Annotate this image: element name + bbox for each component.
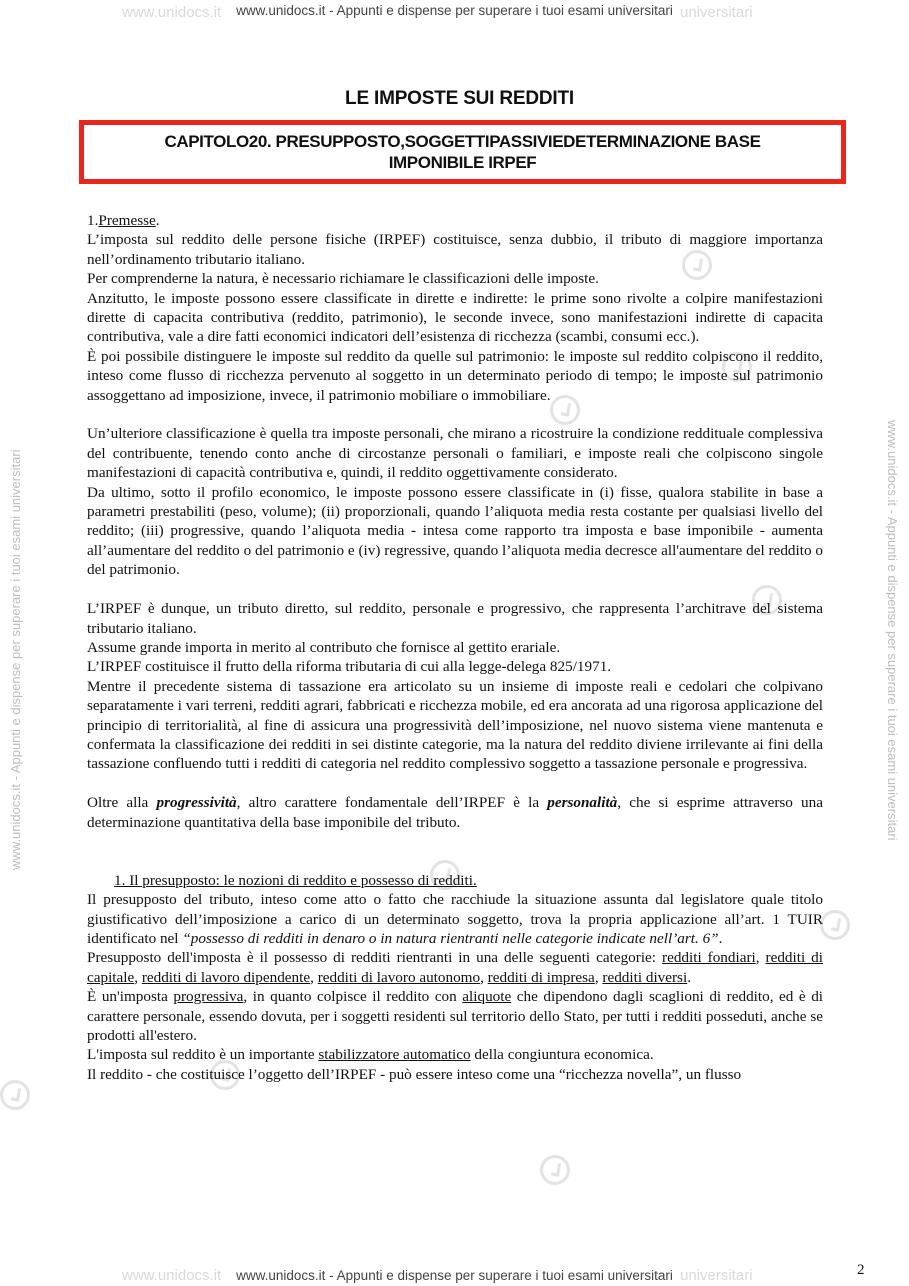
section-heading-text: 1. Il presupposto: le nozioni di reddito e possesso di redditi. [114, 871, 477, 889]
paragraph: Assume grande importa in merito al contributo che fornisce al gettito erariale. [87, 638, 561, 656]
paragraph: Da ultimo, sotto il profilo economico, le imposte possono essere classificate in (i) fisse, qualora stabilite in base a parametri prestabiliti (peso, volume); (ii) proporzionali, quando l’aliquota media resta costante per qualsiasi livello del reddito; (iii) progressive, quando l’aliquota media - intesa come rapporto tra imposta e base imponibile - aumenta all’aumentare del reddito o del patrimonio e (iv) regressive, quando l’aliquota media decresce all'aumentare del reddito o del patrimonio. [87, 483, 823, 579]
watermark-logo-icon [0, 1080, 30, 1110]
watermark-top: www.unidocs.it - Appunti e dispense per superare i tuoi esami universitari [236, 3, 673, 18]
text-run: della congiuntura economica. [470, 1046, 654, 1064]
chapter-title [164, 131, 760, 173]
emphasis-progressivita: progressività [156, 794, 237, 812]
chapter-title-line-1: CAPITOLO20. PRESUPPOSTO,SOGGETTIPASSIVIEDETERMINAZIONE BASE [164, 132, 761, 151]
paragraph: È poi possibile distinguere le imposte sul reddito da quelle sul patrimonio: le imposte sul reddito colpiscono il reddito, inteso come flusso di ricchezza pervenuto al soggetto in un determinato periodo di tempo; le imposte sul patrimonio assoggettano ad imposizione, invece, il patrimonio mobiliare o immobiliare. [87, 347, 823, 404]
category-redditi-diversi: redditi diversi [602, 968, 688, 986]
text-run: È un'imposta [87, 988, 174, 1006]
underlined-progressiva: progressiva [173, 988, 244, 1006]
watermark-side-right: www.unidocs.it - Appunti e dispense per superare i tuoi esami universitari [885, 420, 900, 841]
heading-label: Premesse [98, 212, 156, 229]
text-run: , che si esprime attraverso una determinazione quantitativa della base imponibile del tributo. [87, 794, 823, 831]
separator: , [310, 968, 318, 986]
paragraph [87, 890, 823, 948]
heading-dot: . [155, 212, 160, 229]
paragraph: Per comprenderne la natura, è necessario richiamare le classificazioni delle imposte. [87, 270, 599, 288]
page-number: 2 [857, 1262, 865, 1278]
underlined-aliquote: aliquote [462, 988, 512, 1006]
paragraph [87, 793, 823, 832]
section-heading-premesse [87, 211, 823, 230]
paragraph: Mentre il precedente sistema di tassazione era articolato su un insieme di imposte reali e cedolari che colpivano separatamente i vari terreni, redditi agrari, fabbricati e ricchezza mobile, ed era ancorata ad una rigorosa applicazione del principio di territorialità, al fine di assicura una progressività dell’imposizione, nel nuovo sistema viene mantenuta e confermata la classificazione dei redditi in sei distinte categorie, ma la natura del reddito diviene irrilevante ai fini della tassazione confluendo tutti i redditi di categoria nel reddito complessivo soggetto a tassazione personale e progressiva. [87, 677, 823, 773]
chapter-title-line-2: IMPONIBILE IRPEF [388, 153, 537, 172]
paragraph: L’imposta sul reddito delle persone fisiche (IRPEF) costituisce, senza dubbio, il tributo di maggiore importanza nell’ordinamento tributario italiano. [87, 231, 823, 268]
document-title: LE IMPOSTE SUI REDDITI [345, 88, 574, 109]
document-body [87, 211, 823, 1084]
paragraph-gap [87, 774, 823, 793]
text-run: . [687, 968, 691, 986]
watermark-ghost-right-bottom: universitari [680, 1267, 753, 1284]
watermark-ghost-right: universitari [680, 4, 753, 21]
emphasis-personalita: personalità [547, 794, 618, 812]
heading-number: 1. [87, 212, 99, 229]
text-run: . [718, 929, 723, 947]
text-run: , in quanto colpisce il reddito con [243, 988, 463, 1006]
quote-italic: “possesso di redditi in denaro o in natura rientranti nelle categorie indicate nell’art. 6” [182, 929, 719, 947]
paragraph [87, 948, 823, 987]
text-run: , altro carattere fondamentale dell’IRPEF è la [236, 794, 548, 812]
watermark-bottom: www.unidocs.it - Appunti e dispense per superare i tuoi esami universitari [236, 1268, 673, 1283]
category-lavoro-dipendente: redditi di lavoro dipendente [141, 968, 311, 986]
paragraph [87, 987, 823, 1045]
text-run: L'imposta sul reddito è un importante [87, 1046, 319, 1064]
text-run: Il presupposto del tributo, inteso come atto o fatto che racchiude la situazione assunta dal legislatore quale titolo giustificativo dell’imposizione a carico di un determinato soggetto, trova la propria applicazione all’art. 1 TUIR identificato nel [87, 891, 823, 947]
paragraph: Anzitutto, le imposte possono essere classificate in dirette e indirette: le prime sono rivolte a colpire manifestazioni dirette di capacita contributiva (reddito, patrimonio), le seconde invece, sono manifestazioni indirette di capacita contributiva, vale a dire fatti economici indicatori dell’esistenza di ricchezza (scambi, consumi ecc.). [87, 289, 823, 346]
text-run: Presupposto dell'imposta è il possesso di redditi rientranti in una delle seguenti categorie: [87, 949, 663, 967]
paragraph-gap [87, 851, 823, 870]
watermark-logo-icon [820, 910, 850, 940]
separator: , [594, 968, 603, 986]
category-redditi-fondiari: redditi fondiari [662, 949, 756, 967]
separator: , [134, 968, 142, 986]
category-redditi-capitale: redditi di capitale [87, 949, 823, 986]
separator: , [755, 949, 766, 967]
paragraph-gap [87, 580, 823, 599]
watermark-side-left: www.unidocs.it - Appunti e dispense per superare i tuoi esami universitari [8, 449, 23, 870]
category-lavoro-autonomo: redditi di lavoro autonomo [317, 968, 481, 986]
paragraph [87, 1045, 823, 1064]
paragraph: L’IRPEF è dunque, un tributo diretto, sul reddito, personale e progressivo, che rappresenta l’architrave del sistema tributario italiano. [87, 600, 823, 637]
paragraph: L’IRPEF costituisce il frutto della riforma tributaria di cui alla legge-delega 825/1971. [87, 658, 612, 676]
underlined-stabilizzatore: stabilizzatore automatico [318, 1046, 471, 1064]
watermark-ghost-left: www.unidocs.it [122, 4, 222, 21]
paragraph-gap [87, 405, 823, 424]
section-heading-presupposto [87, 871, 823, 890]
category-redditi-impresa: redditi di impresa [487, 968, 595, 986]
paragraph-gap [87, 832, 823, 851]
separator: , [480, 968, 488, 986]
watermark-ghost-left-bottom: www.unidocs.it [122, 1267, 222, 1284]
paragraph: Il reddito - che costituisce l’oggetto dell’IRPEF - può essere inteso come una “ricchezza novella”, un flusso [87, 1065, 742, 1083]
chapter-title-box [79, 120, 846, 184]
paragraph: Un’ulteriore classificazione è quella tra imposte personali, che mirano a ricostruire la condizione reddituale complessiva del contribuente, tenendo conto anche di circostanze personali o familiari, e imposte reali che colpiscono singole manifestazioni di capacità contributiva e, quindi, il reddito oggettivamente considerato. [87, 425, 823, 482]
text-run: che dipendono dagli scaglioni di reddito, ed è di carattere personale, essendo dovuta, per i soggetti residenti sul territorio dello Stato, per tutti i redditi posseduti, anche se prodotti all'estero. [87, 988, 824, 1044]
text-run: Oltre alla [87, 794, 157, 812]
watermark-logo-icon [540, 1155, 570, 1185]
